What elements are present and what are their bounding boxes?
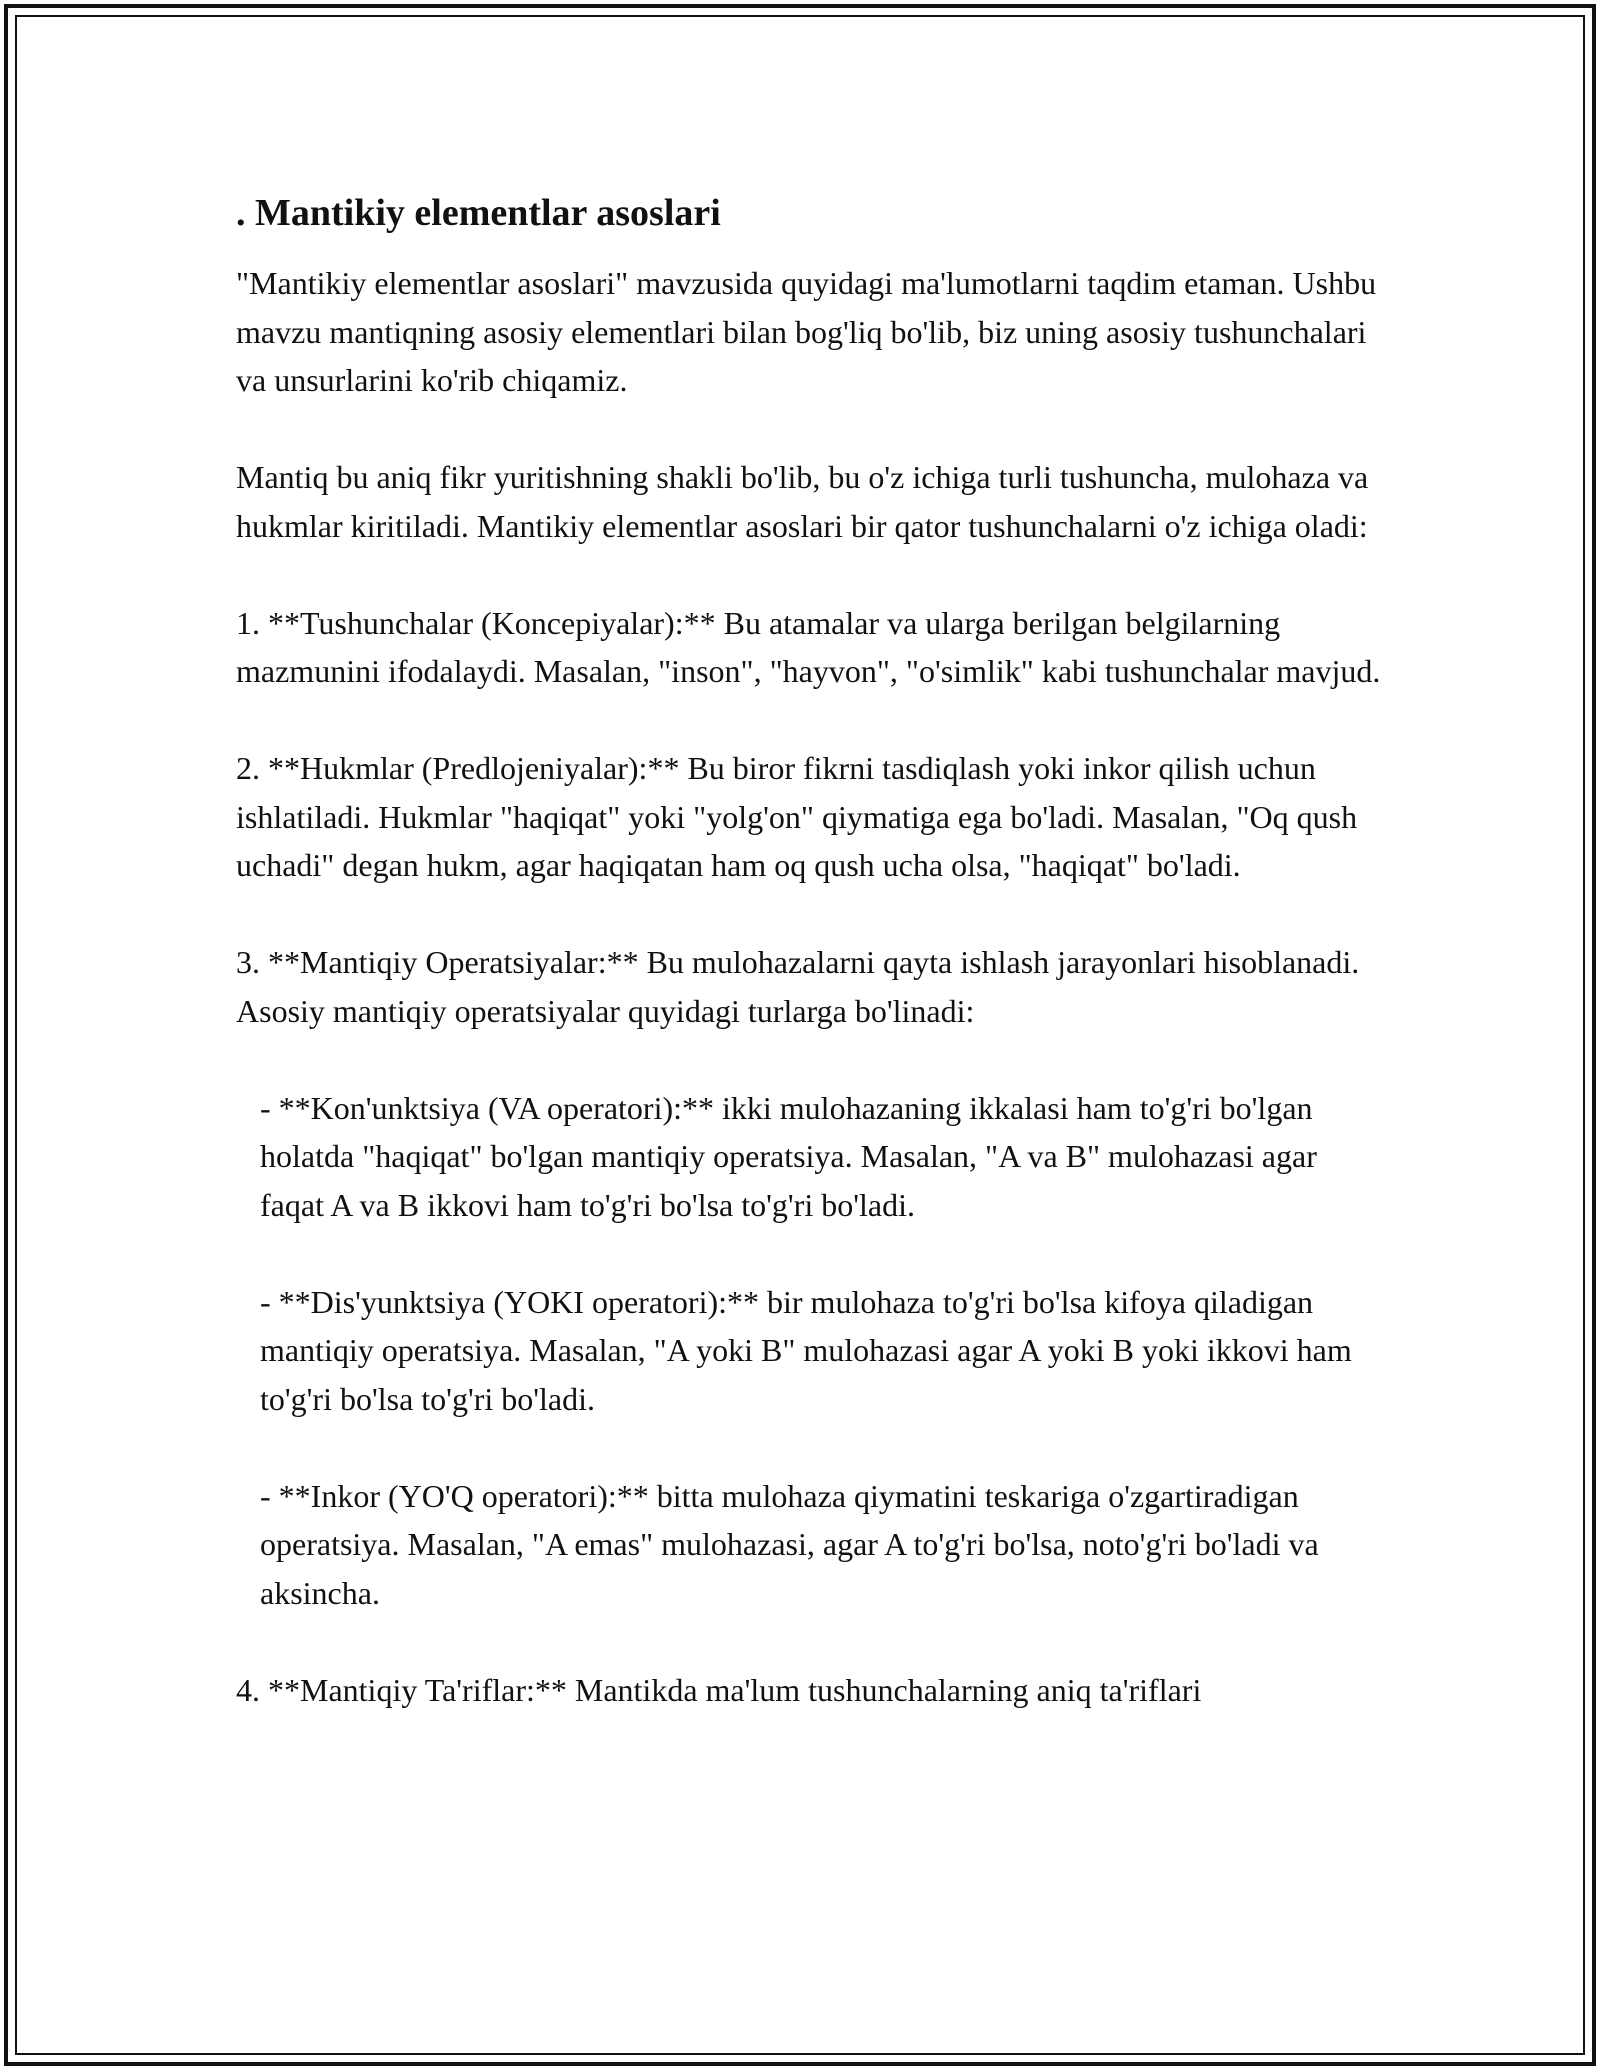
list-item-concepts: 1. **Tushunchalar (Koncepiyalar):** Bu atamalar va ularga berilgan belgilarning mazmunini ifodalaydi. Masalan, "inson", "hayvon", "o'simlik" kabi tushunchalar mavjud. bbox=[236, 604, 1381, 689]
sublist-item-conjunction: - **Kon'unktsiya (VA operatori):** ikki mulohazaning ikkalasi ham to'g'ri bo'lgan holatda "haqiqat" bo'lgan mantiqiy operatsiya. Masalan, "A va B" mulohazasi agar faqat A va B ikkovi ham to'g'ri bo'lsa to'g'ri bo'ladi. bbox=[260, 1089, 1317, 1223]
sublist-item-disjunction: - **Dis'yunktsiya (YOKI operatori):** bir mulohaza to'g'ri bo'lsa kifoya qiladigan mantiqiy operatsiya. Masalan, "A yoki B" mulohazasi agar A yoki B yoki ikkovi ham to'g'ri bo'lsa to'g'ri bo'ladi. bbox=[260, 1283, 1352, 1417]
list-item-definitions: 4. **Mantiqiy Ta'riflar:** Mantikda ma'lum tushunchalarning aniq ta'riflari bbox=[236, 1671, 1202, 1708]
intro-paragraph: "Mantikiy elementlar asoslari" mavzusida quyidagi ma'lumotlarni taqdim etaman. Ushbu mavzu mantiqning asosiy elementlari bilan bog'liq bo'lib, biz uning asosiy tushunchalari va unsurlarini ko'rib chiqamiz. bbox=[236, 265, 1377, 398]
sublist-item-negation: - **Inkor (YO'Q operatori):** bitta mulohaza qiymatini teskariga o'zgartiradigan operatsiya. Masalan, "A emas" mulohazasi, agar A to'g'ri bo'lsa, noto'g'ri bo'ladi va aksincha. bbox=[260, 1477, 1319, 1611]
document-title: . Mantikiy elementlar asoslari bbox=[236, 192, 721, 234]
list-item-operations: 3. **Mantiqiy Operatsiyalar:** Bu mulohazalarni qayta ishlash jarayonlari hisoblanadi. Asosiy mantiqiy operatsiyalar quyidagi turlarga bo'linadi: bbox=[236, 944, 1360, 1029]
list-item-judgments: 2. **Hukmlar (Predlojeniyalar):** Bu biror fikrni tasdiqlash yoki inkor qilish uchun ishlatiladi. Hukmlar "haqiqat" yoki "yolg'on" qiymatiga ega bo'ladi. Masalan, "Oq qush uchadi" degan hukm, agar haqiqatan ham oq qush ucha olsa, "haqiqat" bo'ladi. bbox=[236, 750, 1358, 883]
document-body bbox=[236, 185, 1386, 1714]
definition-paragraph: Mantiq bu aniq fikr yuritishning shakli bo'lib, bu o'z ichiga turli tushuncha, mulohaza va hukmlar kiritiladi. Mantikiy elementlar asoslari bir qator tushunchalarni o'z ichiga oladi: bbox=[236, 459, 1369, 544]
